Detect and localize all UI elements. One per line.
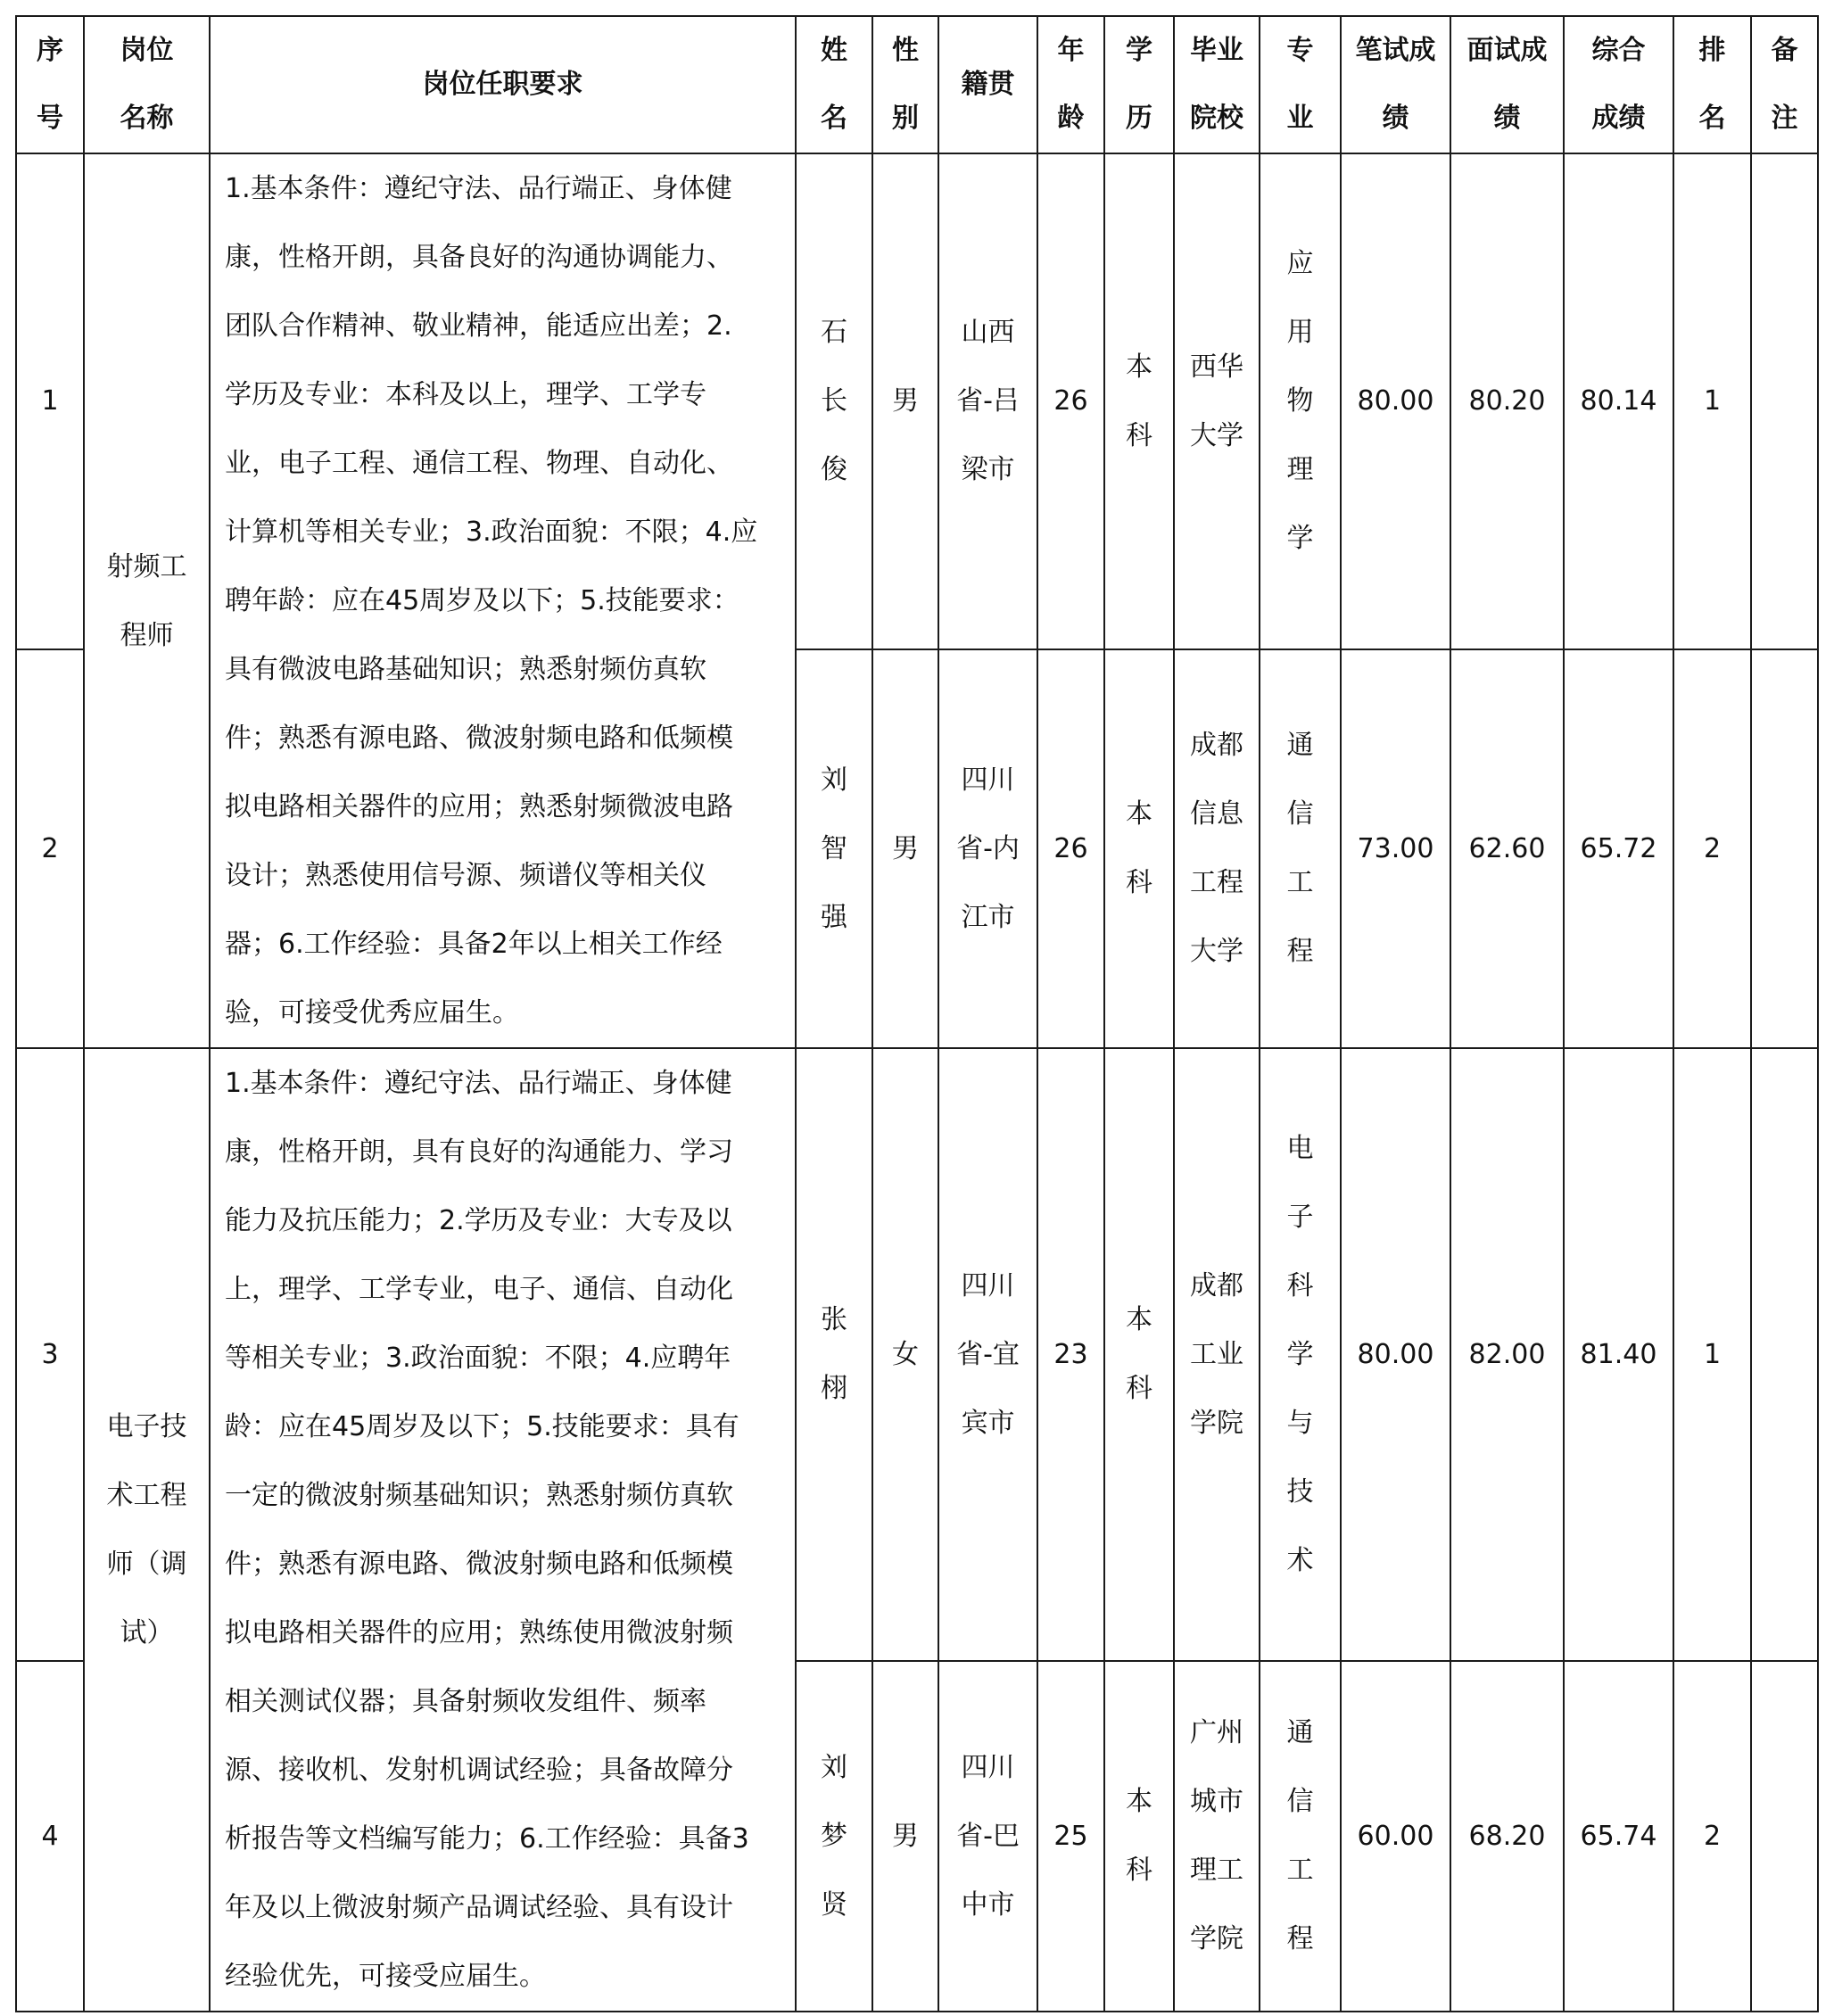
cell-education	[1104, 153, 1174, 649]
cell-gender	[872, 1661, 938, 2012]
cell-name	[796, 649, 872, 1048]
interview-score-text: 62.60	[1468, 832, 1546, 864]
school-text: 西华 大学	[1190, 351, 1243, 451]
header-education	[1104, 16, 1174, 153]
header-name-text: 姓 名	[821, 35, 847, 134]
cell-interview-score	[1450, 153, 1564, 649]
header-major-text: 专 业	[1286, 35, 1314, 134]
total-score-text: 65.72	[1580, 832, 1657, 864]
age-text: 26	[1053, 385, 1088, 417]
header-seq-text: 序 号	[37, 35, 63, 134]
header-origin	[938, 16, 1037, 153]
cell-interview-score	[1450, 649, 1564, 1048]
name-text: 刘 智 强	[821, 764, 847, 933]
cell-written-score	[1341, 1048, 1450, 1661]
post-title-text: 射频工 程师	[106, 550, 187, 651]
cell-remark	[1751, 649, 1818, 1048]
cell-school	[1174, 649, 1260, 1048]
cell-interview-score	[1450, 1048, 1564, 1661]
post-title-text: 电子技 术工程 师（调 试）	[106, 1411, 187, 1648]
age-text: 25	[1053, 1820, 1088, 1852]
name-text: 张 栩	[821, 1304, 847, 1405]
header-origin-text: 籍贯	[961, 69, 1015, 100]
cell-name	[796, 1048, 872, 1661]
total-score-text: 80.14	[1580, 385, 1657, 417]
written-score-text: 73.00	[1357, 832, 1434, 864]
cell-origin	[938, 1661, 1037, 2012]
cell-age	[1037, 1661, 1104, 2012]
header-total-score	[1564, 16, 1673, 153]
cell-total-score	[1564, 1048, 1673, 1661]
education-text: 本 科	[1126, 798, 1152, 899]
cell-seq	[16, 649, 84, 1048]
cell-rank	[1673, 649, 1751, 1048]
rank-text: 1	[1703, 385, 1722, 417]
seq-text: 2	[41, 832, 59, 864]
origin-text: 四川 省-巴 中市	[956, 1751, 1020, 1921]
age-text: 26	[1053, 832, 1088, 864]
cell-age	[1037, 1048, 1104, 1661]
cell-written-score	[1341, 153, 1450, 649]
rank-text: 2	[1703, 832, 1722, 864]
seq-text: 3	[41, 1338, 59, 1370]
cell-written-score	[1341, 649, 1450, 1048]
table-row	[16, 1048, 1818, 1661]
header-written-score	[1341, 16, 1450, 153]
cell-total-score	[1564, 649, 1673, 1048]
cell-major	[1260, 1661, 1341, 2012]
interview-score-text: 68.20	[1468, 1820, 1546, 1852]
name-text: 刘 梦 贤	[821, 1751, 847, 1921]
name-text: 石 长 俊	[821, 317, 847, 486]
header-gender-text: 性 别	[892, 35, 919, 134]
cell-requirements	[210, 153, 796, 1048]
requirements-text: 1.基本条件：遵纪守法、品行端正、身体健 康，性格开朗，具备良好的沟通协调能力、 团队合作精神、敬业精神，能适应出差；2. 学历及专业：本科及以上，理学、工学专 业，电子工程、通信工程、物理、自动化、 计算机等相关专业；3.政治面貌：不限；4.应 聘年龄：应在45周岁及以下；5.技能要求： 具有微波电路基础知识；熟悉射频仿真软 件；熟悉有源电路、微波射频电路和低频模 拟电路相关器件的应用；熟悉射频微波电路 设计；熟悉使用信号源、频谱仪等相关仪 器；6.工作经验：具备2年以上相关工作经 验，可接受优秀应届生。	[225, 173, 758, 1029]
cell-rank	[1673, 153, 1751, 649]
header-requirements-text: 岗位任职要求	[422, 69, 583, 100]
origin-text: 四川 省-内 江市	[956, 764, 1020, 933]
school-text: 成都 信息 工程 大学	[1190, 730, 1243, 968]
education-text: 本 科	[1126, 351, 1152, 451]
cell-origin	[938, 649, 1037, 1048]
cell-gender	[872, 153, 938, 649]
cell-name	[796, 153, 872, 649]
cell-post-title	[84, 153, 210, 1048]
seq-text: 1	[41, 385, 59, 417]
major-text: 电 子 科 学 与 技 术	[1286, 1132, 1314, 1576]
header-remark-text: 备 注	[1771, 35, 1798, 134]
school-text: 成都 工业 学院	[1190, 1269, 1243, 1439]
cell-major	[1260, 1048, 1341, 1661]
gender-text: 男	[892, 1820, 919, 1852]
header-school	[1174, 16, 1260, 153]
gender-text: 男	[892, 832, 919, 864]
origin-text: 山西 省-吕 梁市	[956, 317, 1020, 486]
header-education-text: 学 历	[1126, 35, 1152, 134]
education-text: 本 科	[1126, 1786, 1152, 1887]
seq-text: 4	[41, 1820, 59, 1852]
header-name	[796, 16, 872, 153]
gender-text: 男	[892, 385, 919, 417]
cell-education	[1104, 649, 1174, 1048]
total-score-text: 81.40	[1580, 1338, 1657, 1370]
cell-major	[1260, 153, 1341, 649]
total-score-text: 65.74	[1580, 1820, 1657, 1852]
school-text: 广州 城市 理工 学院	[1190, 1717, 1243, 1955]
cell-rank	[1673, 1048, 1751, 1661]
cell-seq	[16, 1048, 84, 1661]
written-score-text: 80.00	[1357, 1338, 1434, 1370]
header-rank	[1673, 16, 1751, 153]
cell-school	[1174, 1048, 1260, 1661]
cell-education	[1104, 1048, 1174, 1661]
header-age-text: 年 龄	[1057, 35, 1085, 134]
written-score-text: 80.00	[1357, 385, 1434, 417]
interview-score-text: 80.20	[1468, 385, 1546, 417]
cell-interview-score	[1450, 1661, 1564, 2012]
header-seq	[16, 16, 84, 153]
cell-gender	[872, 649, 938, 1048]
header-total-score-text: 综合 成绩	[1591, 35, 1646, 134]
cell-requirements	[210, 1048, 796, 2012]
interview-score-text: 82.00	[1468, 1338, 1546, 1370]
cell-remark	[1751, 1048, 1818, 1661]
cell-seq	[16, 1661, 84, 2012]
written-score-text: 60.00	[1357, 1820, 1434, 1852]
requirements-text: 1.基本条件：遵纪守法、品行端正、身体健 康，性格开朗，具有良好的沟通能力、学习 能力及抗压能力；2.学历及专业：大专及以 上，理学、工学专业，电子、通信、自动化 等相关专业；3.政治面貌：不限；4.应聘年 龄：应在45周岁及以下；5.技能要求：具有 一定的微波射频基础知识；熟悉射频仿真软 件；熟悉有源电路、微波射频电路和低频模 拟电路相关器件的应用；熟练使用微波射频 相关测试仪器；具备射频收发组件、频率 源、接收机、发射机调试经验；具备故障分 析报告等文档编写能力；6.工作经验：具备3 年及以上微波射频产品调试经验、具有设计 经验优先，可接受应届生。	[225, 1068, 749, 1992]
cell-gender	[872, 1048, 938, 1661]
major-text: 应 用 物 理 学	[1286, 248, 1314, 555]
cell-origin	[938, 1048, 1037, 1661]
cell-age	[1037, 153, 1104, 649]
header-major	[1260, 16, 1341, 153]
table-row	[16, 153, 1818, 649]
header-school-text: 毕业 院校	[1190, 35, 1243, 134]
cell-school	[1174, 153, 1260, 649]
header-row	[16, 16, 1818, 153]
cell-remark	[1751, 1661, 1818, 2012]
major-text: 通 信 工 程	[1286, 730, 1314, 968]
cell-remark	[1751, 153, 1818, 649]
header-interview-score	[1450, 16, 1564, 153]
cell-age	[1037, 649, 1104, 1048]
major-text: 通 信 工 程	[1286, 1717, 1314, 1955]
cell-written-score	[1341, 1661, 1450, 2012]
cell-education	[1104, 1661, 1174, 2012]
cell-school	[1174, 1661, 1260, 2012]
rank-text: 2	[1703, 1820, 1722, 1852]
gender-text: 女	[892, 1338, 919, 1370]
cell-name	[796, 1661, 872, 2012]
header-post	[84, 16, 210, 153]
cell-rank	[1673, 1661, 1751, 2012]
header-age	[1037, 16, 1104, 153]
cell-total-score	[1564, 1661, 1673, 2012]
header-post-text: 岗位 名称	[120, 35, 174, 134]
cell-origin	[938, 153, 1037, 649]
cell-seq	[16, 153, 84, 649]
rank-text: 1	[1703, 1338, 1722, 1370]
header-gender	[872, 16, 938, 153]
header-rank-text: 排 名	[1698, 35, 1726, 134]
age-text: 23	[1053, 1338, 1088, 1370]
candidate-results-table	[15, 15, 1819, 2012]
header-interview-score-text: 面试成 绩	[1466, 35, 1548, 134]
header-requirements	[210, 16, 796, 153]
header-remark	[1751, 16, 1818, 153]
header-written-score-text: 笔试成 绩	[1355, 35, 1436, 134]
education-text: 本 科	[1126, 1304, 1152, 1405]
cell-total-score	[1564, 153, 1673, 649]
cell-post-title	[84, 1048, 210, 2012]
origin-text: 四川 省-宜 宾市	[956, 1269, 1020, 1439]
cell-major	[1260, 649, 1341, 1048]
